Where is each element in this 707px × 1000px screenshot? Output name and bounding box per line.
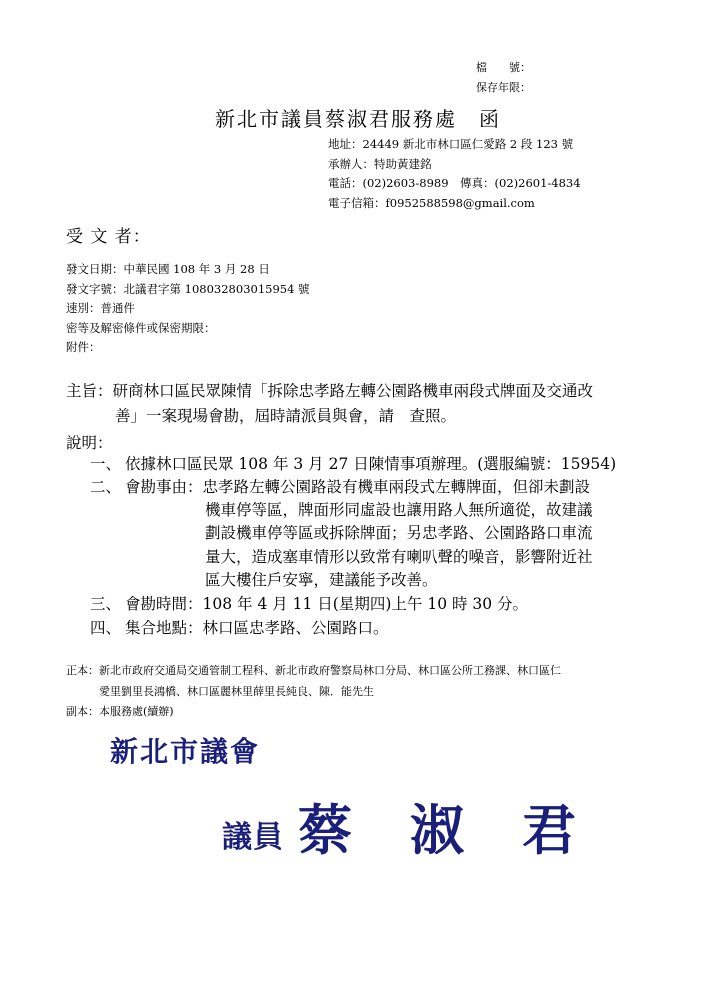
retention-period-label: 保存年限： <box>476 81 531 94</box>
meta-block <box>66 260 310 358</box>
council-seal-text: 新北市議會 <box>110 735 261 768</box>
secrecy-level: 密等及解密條件或保密期限： <box>66 320 216 335</box>
item-text: 集合地點：林口區忠孝路、公園路口。 <box>125 619 389 637</box>
councilor-role-stamp: 議員 <box>222 820 284 855</box>
handler-line: 承辦人：特助黃建銘 <box>328 156 432 171</box>
speed-class: 速別：普通件 <box>66 301 135 315</box>
item-text: 依據林口區民眾 108 年 3 月 27 日陳情事項辦理。(選服編號：15954) <box>125 455 617 473</box>
item-number: 二、 <box>90 478 122 496</box>
subject-line-2: 善」一案現場會勘，屆時請派員與會，請 查照。 <box>115 407 457 425</box>
file-number-label: 檔 號： <box>476 61 531 74</box>
item-text: 機車停等區，牌面形同虛設也讓用路人無所適從，故建議 <box>205 501 593 519</box>
attachment-label: 附件： <box>66 340 101 354</box>
document-title: 新北市議員蔡淑君服務處 函 <box>215 107 501 131</box>
issue-date: 發文日期：中華民國 108 年 3 月 28 日 <box>66 262 270 276</box>
councilor-name-stamp: 蔡 淑 君 <box>298 798 578 862</box>
copy-line: 副本：本服務處(續辦) <box>66 705 174 718</box>
recipient-label: 受 文 者： <box>66 227 151 247</box>
item-number: 一、 <box>90 455 122 473</box>
item-text: 區大樓住戶安寧，建議能予改善。 <box>205 571 438 589</box>
contact-block <box>328 135 581 213</box>
item-number: 三、 <box>90 595 122 613</box>
item-text: 會勘時間：108 年 4 月 11 日(星期四)上午 10 時 30 分。 <box>125 595 529 613</box>
subject-line-1: 主旨：研商林口區民眾陳情「拆除忠孝路左轉公園路機車兩段式牌面及交通改 <box>66 382 594 400</box>
email-line: 電子信箱：f0952588598@gmail.com <box>328 195 535 210</box>
address-line: 地址：24449 新北市林口區仁愛路 2 段 123 號 <box>328 137 574 151</box>
item-text: 劃設機車停等區或拆除牌面；另忠孝路、公園路路口車流 <box>205 524 593 542</box>
cc-line-2: 愛里劉里長鴻橋、林口區麗林里薛里長純良、陳．能先生 <box>99 685 374 698</box>
document-number: 發文字號：北議君字第 108032803015954 號 <box>66 281 310 296</box>
explanation-label: 說明： <box>66 434 113 452</box>
item-number: 四、 <box>90 619 122 637</box>
cc-line-1: 正本：新北市政府交通局交通管制工程科、新北市政府警察局林口分局、林口區公所工務課、林口區仁 <box>66 664 561 677</box>
phone-fax-line: 電話：(02)2603-8989 傳真：(02)2601-4834 <box>328 176 581 190</box>
item-text: 會勘事由：忠孝路左轉公園路設有機車兩段式左轉牌面，但卻未劃設 <box>125 478 591 496</box>
item-text: 量大，造成塞車情形以致常有喇叭聲的噪音，影響附近社 <box>205 548 593 566</box>
